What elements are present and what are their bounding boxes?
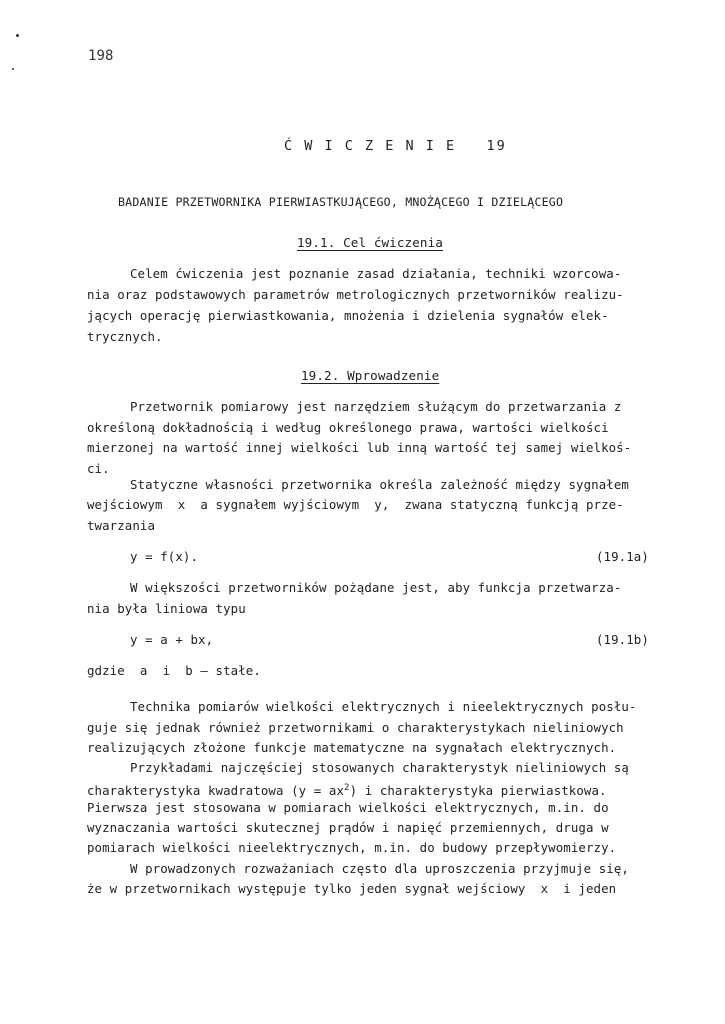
paragraph-line: gdzie a i b – stałe. bbox=[87, 663, 261, 678]
paragraph-line: Celem ćwiczenia jest poznanie zasad działania, techniki wzorcowa- bbox=[130, 266, 622, 281]
paragraph-line: określoną dokładnością i według określonego prawa, wartości wielkości bbox=[87, 420, 609, 435]
equation-number: (19.1a) bbox=[596, 549, 649, 564]
paragraph-line: Przetwornik pomiarowy jest narzędziem służącym do przetwarzania z bbox=[130, 399, 622, 414]
paragraph-line: trycznych. bbox=[87, 329, 163, 344]
paragraph-line: realizujących złożone funkcje matematyczne na sygnałach elektrycznych. bbox=[87, 740, 617, 755]
paragraph-line: W prowadzonych rozważaniach często dla uproszczenia przyjmuje się, bbox=[130, 861, 629, 876]
paragraph-line: guje się jednak również przetwornikami o charakterystykach nieliniowych bbox=[87, 720, 624, 735]
scan-mark bbox=[12, 68, 14, 70]
paragraph-line: wejściowym x a sygnałem wyjściowym y, zwana statyczną funkcją prze- bbox=[87, 497, 624, 512]
paragraph-line: W większości przetworników pożądane jest, aby funkcja przetwarza- bbox=[130, 580, 622, 595]
paragraph-line: Statyczne własności przetwornika określa zależność między sygnałem bbox=[130, 477, 629, 492]
paragraph-line: ci. bbox=[87, 461, 110, 476]
section-heading-19-2: 19.2. Wprowadzenie bbox=[301, 368, 440, 383]
paragraph-line: nia była liniowa typu bbox=[87, 601, 246, 616]
paragraph-line: mierzonej na wartość innej wielkości lub inną wartość tej samej wielkoś- bbox=[87, 440, 632, 455]
paragraph-line: twarzania bbox=[87, 518, 156, 533]
paragraph-line: Technika pomiarów wielkości elektrycznych i nieelektrycznych posłu- bbox=[130, 699, 637, 714]
main-title: BADANIE PRZETWORNIKA PIERWIASTKUJĄCEGO, MNOŻĄCEGO I DZIELĄCEGO bbox=[118, 195, 564, 209]
paragraph-line: wyznaczania wartości skutecznej prądów i napięć przemiennych, druga w bbox=[87, 820, 609, 835]
paragraph-line: jących operację pierwiastkowania, mnożenia i dzielenia sygnałów elek- bbox=[87, 308, 609, 323]
equation: y = a + bx, bbox=[130, 632, 214, 647]
paragraph-line: Pierwsza jest stosowana w pomiarach wielkości elektrycznych, m.in. do bbox=[87, 800, 609, 815]
paragraph-line bbox=[87, 780, 607, 799]
text-run: charakterystyka kwadratowa (y = ax bbox=[87, 783, 345, 799]
section-heading-19-1: 19.1. Cel ćwiczenia bbox=[297, 235, 443, 250]
paragraph-line: Przykładami najczęściej stosowanych charakterystyk nieliniowych są bbox=[130, 760, 629, 775]
exercise-title: Ć W I C Z E N I E 19 bbox=[284, 138, 507, 154]
superscript: 2 bbox=[344, 783, 350, 793]
equation: y = f(x). bbox=[130, 549, 199, 564]
text-run: ) i charakterystyka pierwiastkowa. bbox=[349, 783, 607, 799]
paragraph-line: że w przetwornikach występuje tylko jeden sygnał wejściowy x i jeden bbox=[87, 881, 617, 896]
equation-number: (19.1b) bbox=[596, 632, 649, 647]
paragraph-line: pomiarach wielkości nieelektrycznych, m.in. do budowy przepływomierzy. bbox=[87, 840, 617, 855]
page-number: 198 bbox=[88, 48, 114, 64]
paragraph-line: nia oraz podstawowych parametrów metrologicznych przetworników realizu- bbox=[87, 287, 624, 302]
scan-mark bbox=[16, 34, 19, 37]
